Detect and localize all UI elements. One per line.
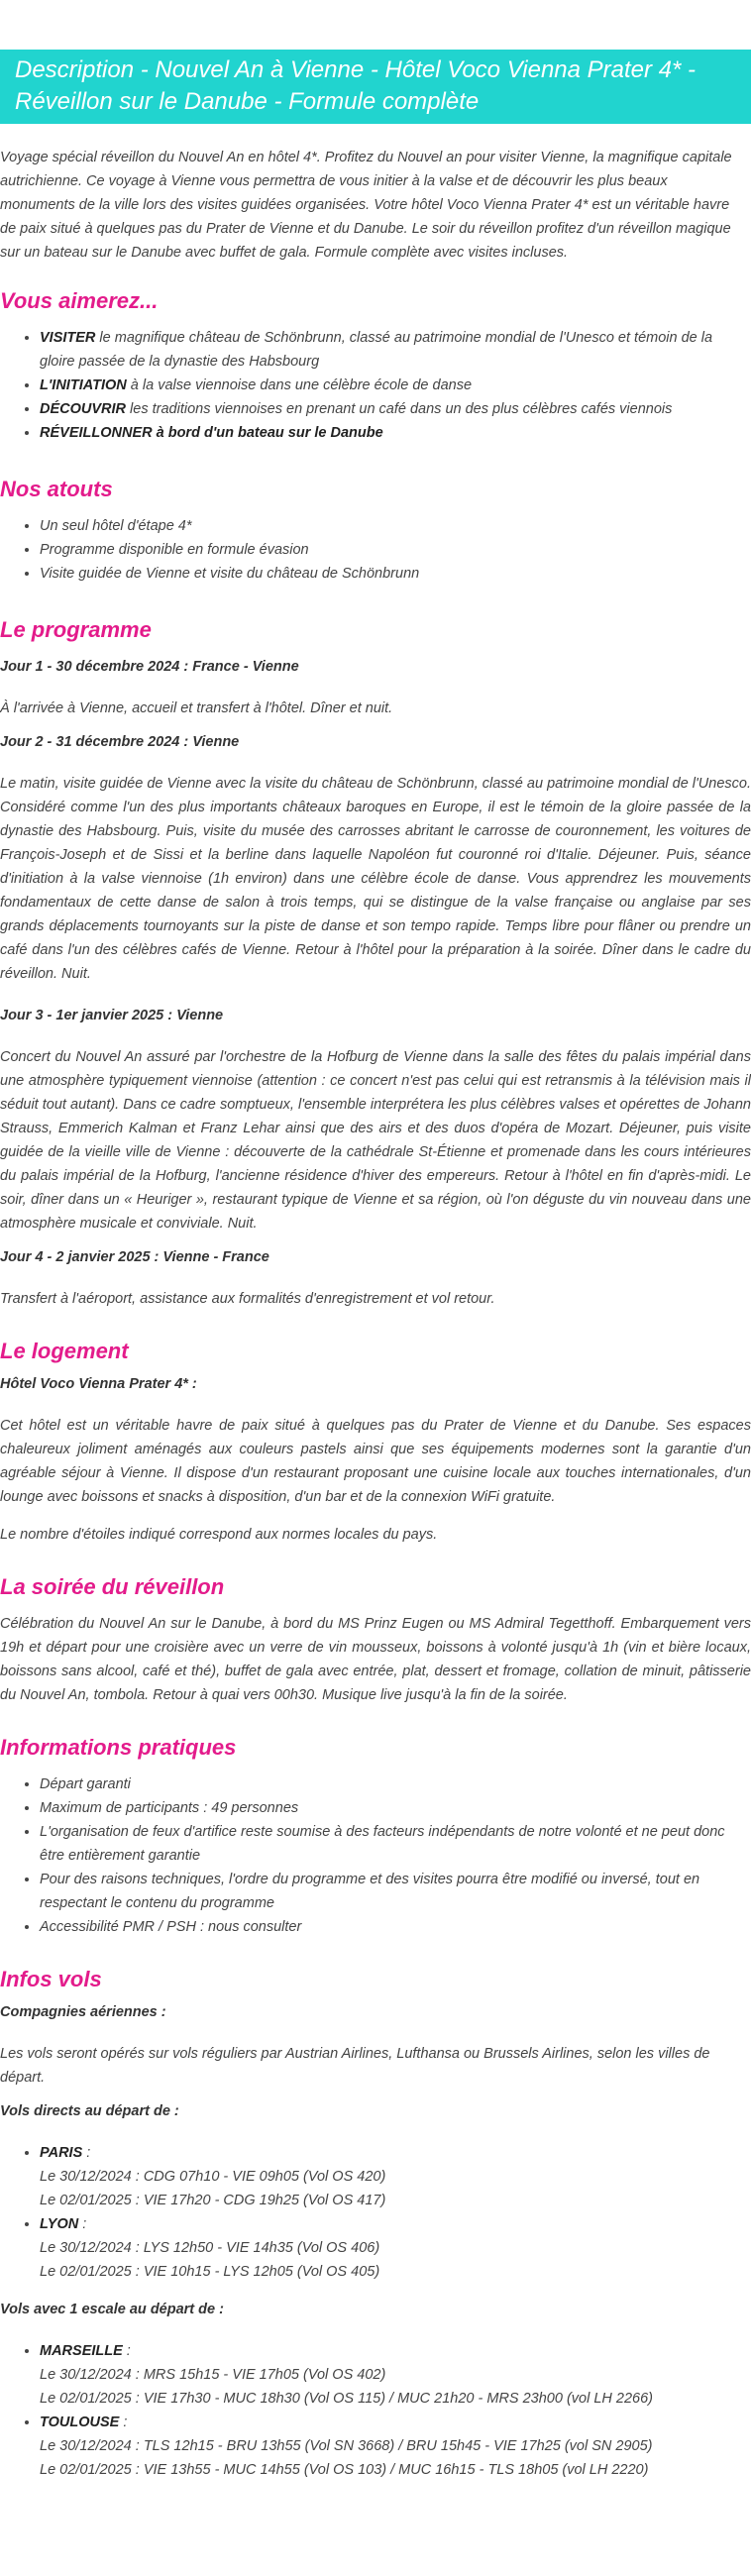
flight-line: Le 02/01/2025 : VIE 10h15 - LYS 12h05 (Vol OS 405)	[40, 2264, 380, 2280]
pratiques-list	[0, 1772, 751, 1939]
list-item: • Pour des raisons techniques, l'ordre du programme et des visites pourra être modifié ou inversé, tout en respectant le contenu du programme	[40, 1868, 751, 1915]
flight-line: Le 30/12/2024 : TLS 12h15 - BRU 13h55 (Vol SN 3668) / BRU 15h45 - VIE 17h25 (vol SN 2905)	[40, 2438, 653, 2454]
list-item: • Maximum de participants : 49 personnes	[40, 1796, 751, 1820]
stars-note: Le nombre d'étoiles indiqué correspond aux normes locales du pays.	[0, 1527, 438, 1543]
list-item: • TOULOUSE : Le 30/12/2024 : TLS 12h15 - BRU 13h55 (Vol SN 3668) / BRU 15h45 - VIE 17h25 (vol SN 2905) Le 02/01/2025 : VIE 13h55 - MUC 14h55 (Vol OS 103) / MUC 16h15 - TLS 18h05 (vol LH 2220)	[40, 2411, 751, 2482]
vous-aimerez-list	[0, 326, 751, 445]
vous-aimerez-heading: Vous aimerez...	[0, 288, 159, 313]
soiree-text: Célébration du Nouvel An sur le Danube, à bord du MS Prinz Eugen ou MS Admiral Tegetthoff. Embarquement vers 19h et départ pour une croisière avec un verre de vin mousseux, boissons à volonté jusqu'à 1h (vin et bière locaux, boissons sans alcool, café et thé), buffet de gala avec entrée, plat, dessert et fromage, collation de minuit, pâtisserie du Nouvel An, tombola. Retour à quai vers 00h30. Musique live jusqu'à la fin de la soirée.	[0, 1616, 751, 1703]
list-item: • PARIS : Le 30/12/2024 : CDG 07h10 - VIE 09h05 (Vol OS 420) Le 02/01/2025 : VIE 17h20 - CDG 19h25 (Vol OS 417)	[40, 2141, 751, 2212]
logement-heading: Le logement	[0, 1339, 129, 1363]
day-title: Jour 1 - 30 décembre 2024 : France - Vienne	[0, 659, 299, 675]
list-item: • Un seul hôtel d'étape 4*	[40, 514, 751, 538]
flight-line: Le 02/01/2025 : VIE 17h30 - MUC 18h30 (Vol OS 115) / MUC 21h20 - MRS 23h00 (vol LH 2266)	[40, 2391, 654, 2407]
hotel-name: Hôtel Voco Vienna Prater 4* :	[0, 1376, 197, 1392]
page	[0, 50, 751, 2482]
escale-label: Vols avec 1 escale au départ de :	[0, 2302, 224, 2317]
day-text: Concert du Nouvel An assuré par l'orchestre de la Hofburg de Vienne dans la salle des fêtes du palais impérial dans une atmosphère typiquement viennoise (attention : ce concert n'est pas celui qui est retransmis à la télévision mais il séduit tout autant). Dans ce cadre somptueux, l'ensemble interprétera les plus célèbres valses et opérettes de Johann Strauss, Emmerich Kalman et Franz Lehar ainsi que des airs et des duos d'opéra de Mozart. Déjeuner, puis visite guidée de la vieille ville de Vienne : découverte de la cathédrale St-Étienne et promenade dans les cours intérieures du palais impérial de la Hofburg, l'ancienne résidence d'hiver des empereurs. Retour à l'hôtel en fin d'après-midi. Le soir, dîner dans un « Heuriger », restaurant typique de Vienne et sa région, où l'on déguste du vin nouveau dans une atmosphère musicale et conviviale. Nuit.	[0, 1049, 751, 1232]
flight-city: TOULOUSE	[40, 2415, 120, 2430]
day-title: Jour 3 - 1er janvier 2025 : Vienne	[0, 1008, 224, 1023]
day-text: Transfert à l'aéroport, assistance aux formalités d'enregistrement et vol retour.	[0, 1291, 495, 1307]
flight-line: Le 30/12/2024 : MRS 15h15 - VIE 17h05 (Vol OS 402)	[40, 2367, 386, 2383]
day-text: Le matin, visite guidée de Vienne avec la visite du château de Schönbrunn, classé au patrimoine mondial de l'Unesco. Considéré comme l'un des plus importants châteaux baroques en Europe, il est le témoin de la gloire passée de la dynastie des Habsbourg. Puis, visite du musée des carrosses abritant le carrosse de couronnement, les voitures de François-Joseph et de Sissi et la berline dans laquelle Napoléon fut couronné roi d'Italie. Déjeuner. Puis, séance d'initiation à la valse viennoise (1h environ) dans une célèbre école de danse. Vous apprendrez les mouvements fondamentaux de cette danse de salon à trois temps, qui se distingue de la valse française ou anglaise par ses grands déplacements tournoyants sur la piste de danse et son tempo rapide. Temps libre pour flâner ou prendre un café dans l'un des célèbres cafés de Vienne. Retour à l'hôtel pour la préparation à la soirée. Dîner dans le cadre du réveillon. Nuit.	[0, 776, 751, 982]
day-text: À l'arrivée à Vienne, accueil et transfert à l'hôtel. Dîner et nuit.	[0, 700, 393, 716]
list-item: • Accessibilité PMR / PSH : nous consulter	[40, 1915, 751, 1939]
intro-paragraph: Voyage spécial réveillon du Nouvel An en hôtel 4*. Profitez du Nouvel an pour visiter Vienne, la magnifique capitale autrichienne. Ce voyage à Vienne vous permettra de vous initier à la valse et de découvrir les plus beaux monuments de la ville lors des visites guidées organisées. Votre hôtel Voco Vienna Prater 4* est un véritable havre de paix situé à quelques pas du Prater de Vienne et du Danube. Le soir du réveillon profitez d'un réveillon magique sur un bateau sur le Danube avec buffet de gala. Formule complète avec visites incluses.	[0, 150, 732, 261]
flight-city: LYON	[40, 2216, 79, 2232]
list-item: • LYON : Le 30/12/2024 : LYS 12h50 - VIE 14h35 (Vol OS 406) Le 02/01/2025 : VIE 10h15 - LYS 12h05 (Vol OS 405)	[40, 2212, 751, 2284]
soiree-heading: La soirée du réveillon	[0, 1574, 225, 1599]
list-item: • DÉCOUVRIR les traditions viennoises en prenant un café dans un des plus célèbres cafés viennois	[40, 397, 751, 421]
directs-label: Vols directs au départ de :	[0, 2103, 179, 2119]
day-title: Jour 2 - 31 décembre 2024 : Vienne	[0, 734, 240, 750]
list-item: • Départ garanti	[40, 1772, 751, 1796]
flight-city: MARSEILLE	[40, 2343, 123, 2359]
escales-list	[0, 2339, 751, 2482]
list-item: • L'organisation de feux d'artifice reste soumise à des facteurs indépendants de notre volonté et ne peut donc être entièrement garantie	[40, 1820, 751, 1868]
page-title: Description - Nouvel An à Vienne - Hôtel Voco Vienna Prater 4* - Réveillon sur le Danube - Formule complète	[0, 50, 751, 124]
programme-heading: Le programme	[0, 617, 152, 642]
flight-line: Le 02/01/2025 : VIE 13h55 - MUC 14h55 (Vol OS 103) / MUC 16h15 - TLS 18h05 (vol LH 2220)	[40, 2462, 649, 2478]
flight-line: Le 30/12/2024 : CDG 07h10 - VIE 09h05 (Vol OS 420)	[40, 2169, 386, 2185]
atouts-list	[0, 514, 751, 586]
flight-line: Le 02/01/2025 : VIE 17h20 - CDG 19h25 (Vol OS 417)	[40, 2193, 386, 2208]
list-item: • Programme disponible en formule évasion	[40, 538, 751, 562]
compagnies-text: Les vols seront opérés sur vols réguliers par Austrian Airlines, Lufthansa ou Brussels Airlines, selon les villes de départ.	[0, 2046, 710, 2086]
list-item: • MARSEILLE : Le 30/12/2024 : MRS 15h15 - VIE 17h05 (Vol OS 402) Le 02/01/2025 : VIE 17h30 - MUC 18h30 (Vol OS 115) / MUC 21h20 - MRS 23h00 (vol LH 2266)	[40, 2339, 751, 2411]
list-item: • VISITER le magnifique château de Schönbrunn, classé au patrimoine mondial de l'Unesco et témoin de la gloire passée de la dynastie des Habsbourg	[40, 326, 751, 374]
pratiques-heading: Informations pratiques	[0, 1735, 237, 1760]
list-item: • L'INITIATION à la valse viennoise dans une célèbre école de danse	[40, 374, 751, 397]
day-title: Jour 4 - 2 janvier 2025 : Vienne - France	[0, 1249, 269, 1265]
flight-city: PARIS	[40, 2145, 83, 2161]
flight-line: Le 30/12/2024 : LYS 12h50 - VIE 14h35 (Vol OS 406)	[40, 2240, 380, 2256]
directs-list	[0, 2141, 751, 2284]
atouts-heading: Nos atouts	[0, 477, 113, 501]
compagnies-label: Compagnies aériennes :	[0, 2004, 166, 2020]
list-item: • Visite guidée de Vienne et visite du château de Schönbrunn	[40, 562, 751, 586]
list-item: • RÉVEILLONNER à bord d'un bateau sur le Danube	[40, 421, 751, 445]
hotel-description: Cet hôtel est un véritable havre de paix situé à quelques pas du Prater de Vienne et du Danube. Ses espaces chaleureux joliment aménagés aux couleurs pastels ainsi que ses équipements modernes sont la garantie d'un agréable séjour à Vienne. Il dispose d'un restaurant proposant une cuisine locale aux touches internationales, d'un lounge avec boissons et snacks à disposition, d'un bar et de la connexion WiFi gratuite.	[0, 1418, 751, 1505]
vols-heading: Infos vols	[0, 1967, 102, 1991]
